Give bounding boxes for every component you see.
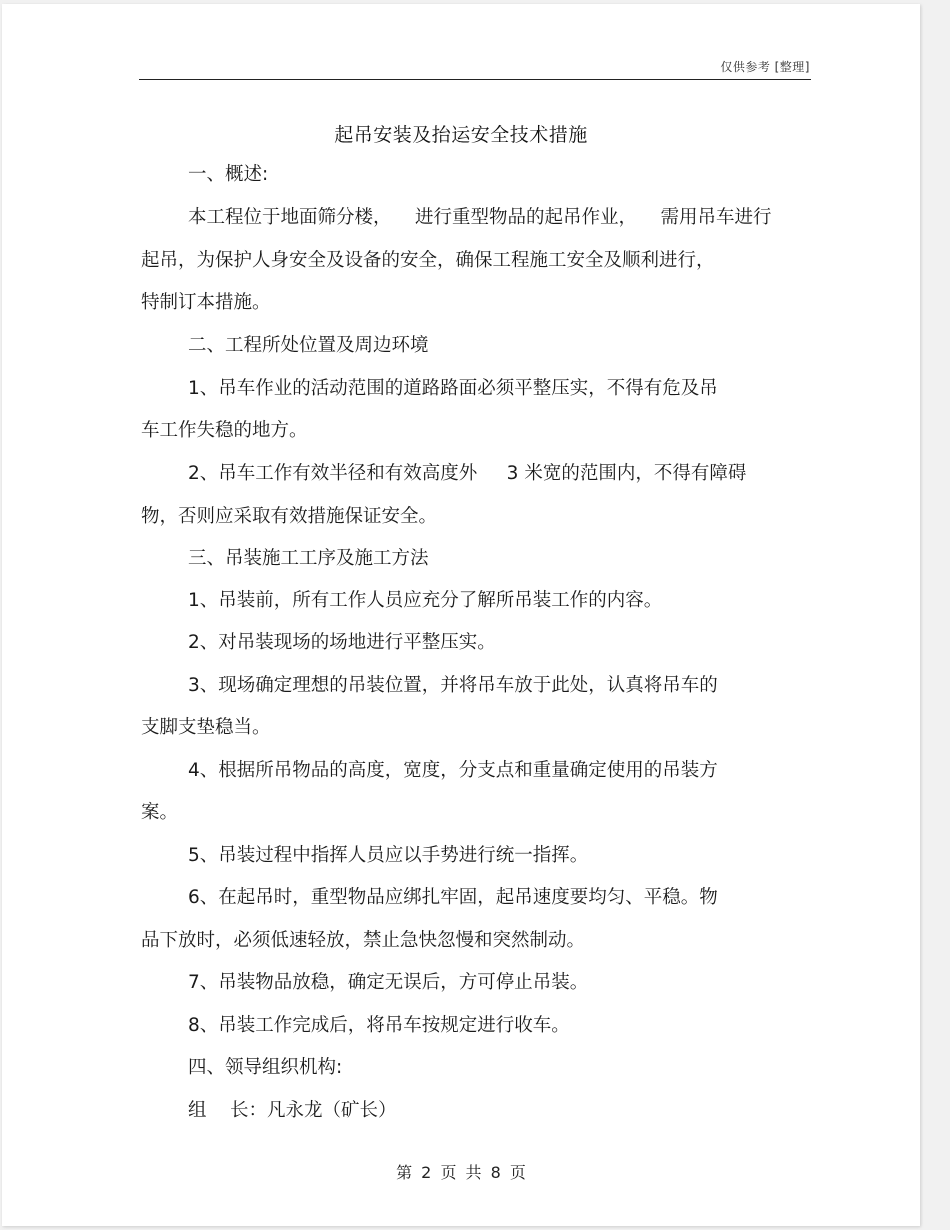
paragraph-line: 支脚支垫稳当。 — [141, 717, 271, 738]
paragraph-line: 4、根据所吊物品的高度，宽度，分支点和重量确定使用的吊装方 — [188, 760, 718, 781]
paragraph-line: 2、吊车工作有效半径和有效高度外 3 米宽的范围内，不得有障碍 — [188, 463, 747, 484]
paragraph-line: 8、吊装工作完成后，将吊车按规定进行收车。 — [188, 1015, 570, 1036]
paragraph-line: 车工作失稳的地方。 — [141, 420, 308, 441]
paragraph-line: 7、吊装物品放稳，确定无误后，方可停止吊装。 — [188, 972, 589, 993]
paragraph-line: 物，否则应采取有效措施保证安全。 — [141, 506, 438, 527]
paragraph-line: 特制订本措施。 — [141, 292, 271, 313]
paragraph-line: 5、吊装过程中指挥人员应以手势进行统一指挥。 — [188, 845, 589, 866]
paragraph-line: 品下放时，必须低速轻放，禁止急快忽慢和突然制动。 — [141, 930, 586, 951]
header-note: 仅供参考 [整理] — [720, 60, 810, 74]
paragraph-line: 3、现场确定理想的吊装位置，并将吊车放于此处，认真将吊车的 — [188, 675, 718, 696]
section-heading-location: 二、工程所处位置及周边环境 — [188, 335, 429, 356]
section-heading-organization: 四、领导组织机构: — [188, 1057, 343, 1078]
paragraph-line: 本工程位于地面筛分楼， 进行重型物品的起吊作业， 需用吊车进行 — [188, 207, 772, 228]
paragraph-line: 1、吊车作业的活动范围的道路路面必须平整压实，不得有危及吊 — [188, 378, 718, 399]
document-page — [2, 4, 920, 1226]
paragraph-line: 6、在起吊时，重型物品应绑扎牢固，起吊速度要均匀、平稳。物 — [188, 887, 718, 908]
paragraph-line: 起吊，为保护人身安全及设备的安全，确保工程施工安全及顺利进行， — [141, 250, 715, 271]
header-divider — [139, 79, 811, 80]
paragraph-line: 1、吊装前，所有工作人员应充分了解所吊装工作的内容。 — [188, 590, 663, 611]
paragraph-line: 2、对吊装现场的场地进行平整压实。 — [188, 632, 496, 653]
document-title: 起吊安装及抬运安全技术措施 — [334, 124, 588, 146]
section-heading-procedure: 三、吊装施工工序及施工方法 — [188, 548, 429, 569]
paragraph-line: 组 长：凡永龙（矿长） — [188, 1100, 397, 1121]
page-number: 第 2 页 共 8 页 — [396, 1163, 526, 1182]
section-heading-overview: 一、概述: — [188, 164, 269, 185]
paragraph-line: 案。 — [141, 802, 179, 823]
